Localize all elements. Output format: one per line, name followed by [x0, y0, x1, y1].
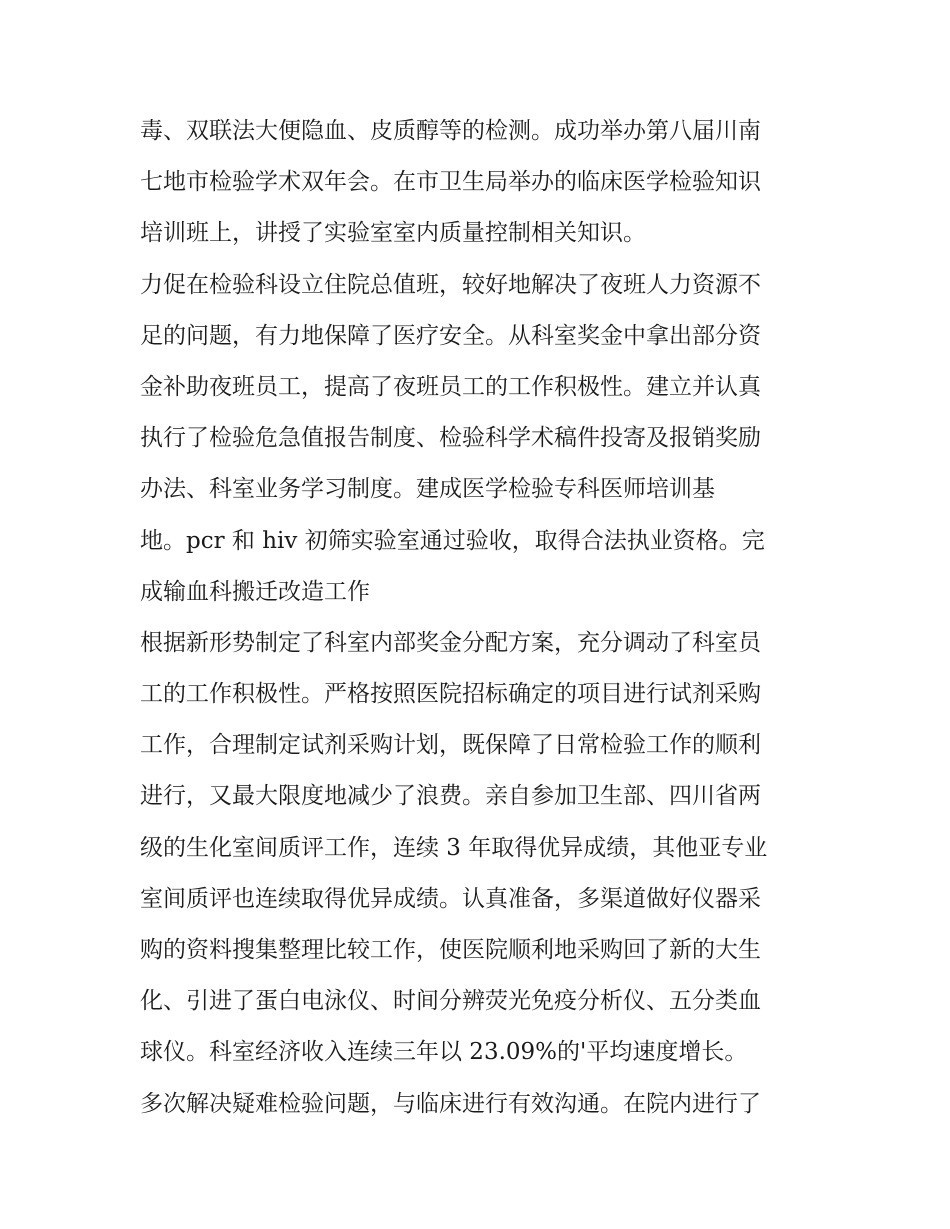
text-line: 室间质评也连续取得优异成绩。认真准备，多渠道做好仪器采 — [140, 885, 761, 912]
text-line: 球仪。科室经济收入连续三年以 23.09%的'平均速度增长。 — [140, 1039, 748, 1066]
text-line: 办法、科室业务学习制度。建成医学检验专科医师培训基 — [140, 476, 715, 503]
text-line: 培训班上，讲授了实验室室内质量控制相关知识。 — [140, 220, 646, 247]
text-line: 工作，合理制定试剂采购计划，既保障了日常检验工作的顺利 — [140, 732, 761, 759]
text-line: 根据新形势制定了科室内部奖金分配方案，充分调动了科室员 — [140, 629, 761, 656]
text-line: 足的问题，有力地保障了医疗安全。从科室奖金中拿出部分资 — [140, 322, 761, 349]
text-line: 购的资料搜集整理比较工作，使医院顺利地采购回了新的大生 — [140, 937, 761, 963]
text-line: 执行了检验危急值报告制度、检验科学术稿件投寄及报销奖励 — [140, 425, 761, 452]
text-line: 地。pcr 和 hiv 初筛实验室通过验收，取得合法执业资格。完 — [140, 527, 765, 554]
text-line: 级的生化室间质评工作，连续 3 年取得优异成绩，其他亚专业 — [140, 834, 768, 861]
text-line: 七地市检验学术双年会。在市卫生局举办的临床医学检验知识 — [140, 169, 761, 196]
text-line: 成输血科搬迁改造工作 — [140, 578, 370, 605]
text-line: 金补助夜班员工，提高了夜班员工的工作积极性。建立并认真 — [140, 373, 761, 400]
text-line: 进行，又最大限度地减少了浪费。亲自参加卫生部、四川省两 — [140, 783, 761, 810]
body-text — [140, 106, 820, 1130]
text-line: 力促在检验科设立住院总值班，较好地解决了夜班人力资源不 — [140, 271, 761, 298]
text-line: 工的工作积极性。严格按照医院招标确定的项目进行试剂采购 — [140, 681, 761, 708]
text-line: 化、引进了蛋白电泳仪、时间分辨荧光免疫分析仪、五分类血 — [140, 988, 761, 1015]
text-line: 毒、双联法大便隐血、皮质醇等的检测。成功举办第八届川南 — [140, 118, 761, 144]
text-line: 多次解决疑难检验问题，与临床进行有效沟通。在院内进行了 — [140, 1090, 761, 1117]
